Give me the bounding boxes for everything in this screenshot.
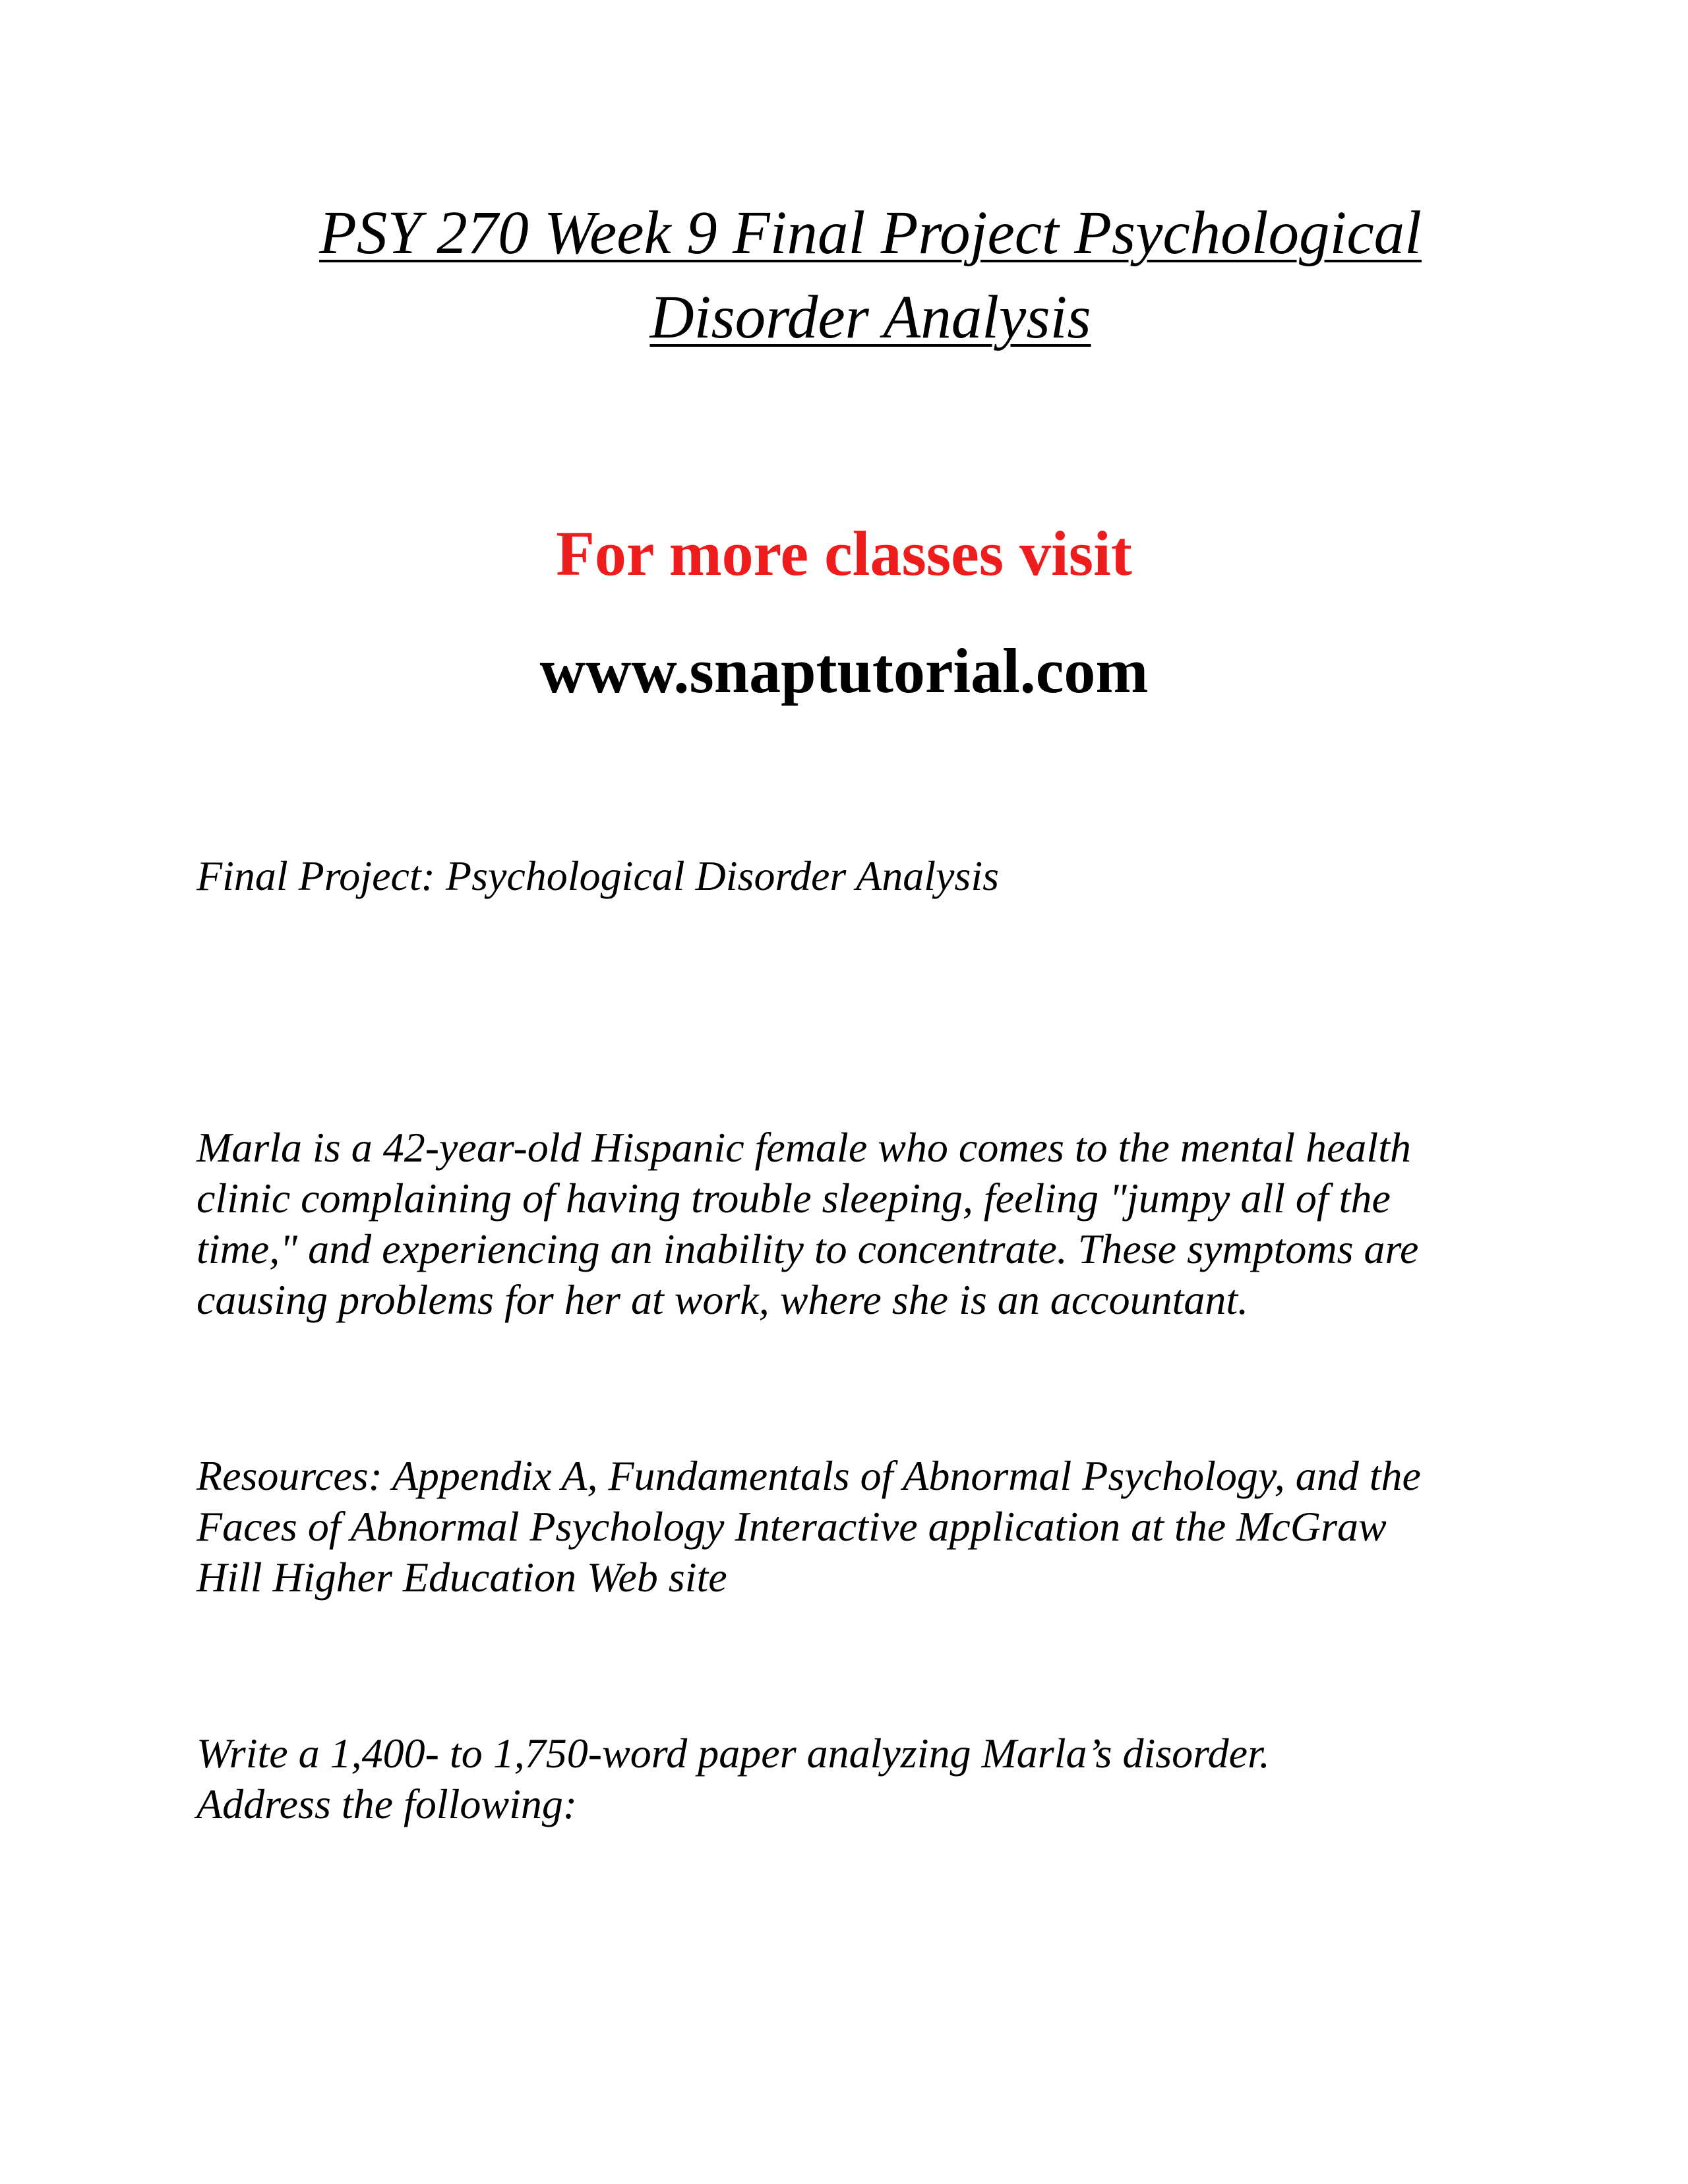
task-paragraph (196, 1728, 1515, 1829)
promo-url: www.snaptutorial.com (539, 635, 1149, 706)
task-line-1: Write a 1,400- to 1,750-word paper analyzing Marla’s disorder. (196, 1730, 1270, 1777)
promo-text: For more classes visit (556, 518, 1132, 589)
case-line-3: time," and experiencing an inability to concentrate. These symptoms are (196, 1225, 1419, 1272)
case-line-1: Marla is a 42-year-old Hispanic female who comes to the mental health (196, 1124, 1411, 1171)
section-heading: Final Project: Psychological Disorder Analysis (196, 852, 999, 899)
title-line-1: PSY 270 Week 9 Final Project Psychological (319, 199, 1422, 267)
case-line-2: clinic complaining of having trouble sleeping, feeling "jumpy all of the (196, 1175, 1391, 1222)
document-title (185, 191, 1556, 360)
resources-line-1: Resources: Appendix A, Fundamentals of Abnormal Psychology, and the (196, 1452, 1421, 1499)
task-line-2: Address the following: (196, 1781, 578, 1827)
resources-line-3: Hill Higher Education Web site (196, 1554, 727, 1601)
resources-line-2: Faces of Abnormal Psychology Interactive application at the McGraw (196, 1503, 1387, 1550)
case-description-paragraph (196, 1122, 1515, 1325)
case-line-4: causing problems for her at work, where she is an accountant. (196, 1276, 1249, 1323)
resources-paragraph (196, 1450, 1515, 1603)
title-line-2: Disorder Analysis (649, 283, 1091, 351)
